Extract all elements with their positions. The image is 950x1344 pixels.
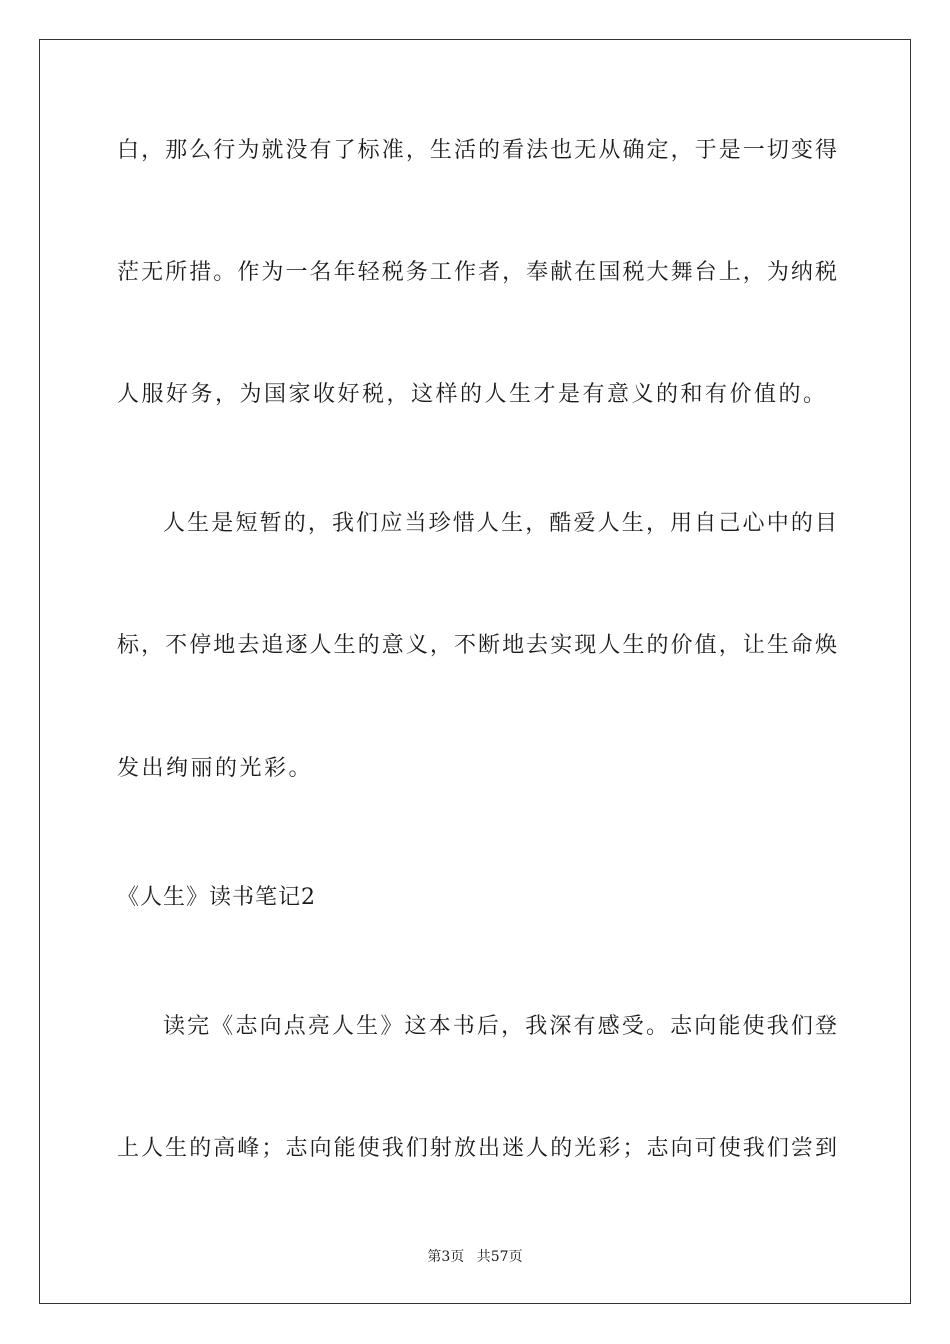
paragraph-line-indented: 人生是短暂的，我们应当珍惜人生，酷爱人生，用自己心中的目 bbox=[163, 511, 837, 536]
paragraph-line: 茫无所措。作为一名年轻税务工作者，奉献在国税大舞台上，为纳税 bbox=[117, 260, 837, 285]
paragraph-line-indented: 读完《志向点亮人生》这本书后，我深有感受。志向能使我们登 bbox=[163, 1014, 837, 1039]
paragraph-line: 发出绚丽的光彩。 bbox=[117, 756, 314, 781]
paragraph-line: 标，不停地去追逐人生的意义，不断地去实现人生的价值，让生命焕 bbox=[117, 633, 837, 658]
paragraph-line: 上人生的高峰；志向能使我们射放出迷人的光彩；志向可使我们尝到 bbox=[117, 1136, 837, 1161]
page-footer bbox=[0, 1247, 950, 1267]
page-number-current: 第3页 bbox=[427, 1249, 465, 1265]
section-heading: 《人生》读书笔记2 bbox=[117, 885, 316, 910]
paragraph-line: 白，那么行为就没有了标准，生活的看法也无从确定，于是一切变得 bbox=[117, 138, 837, 163]
page-border bbox=[39, 39, 911, 1304]
page-number-total: 共57页 bbox=[476, 1249, 523, 1265]
paragraph-line: 人服好务，为国家收好税，这样的人生才是有意义的和有价值的。 bbox=[117, 382, 828, 407]
